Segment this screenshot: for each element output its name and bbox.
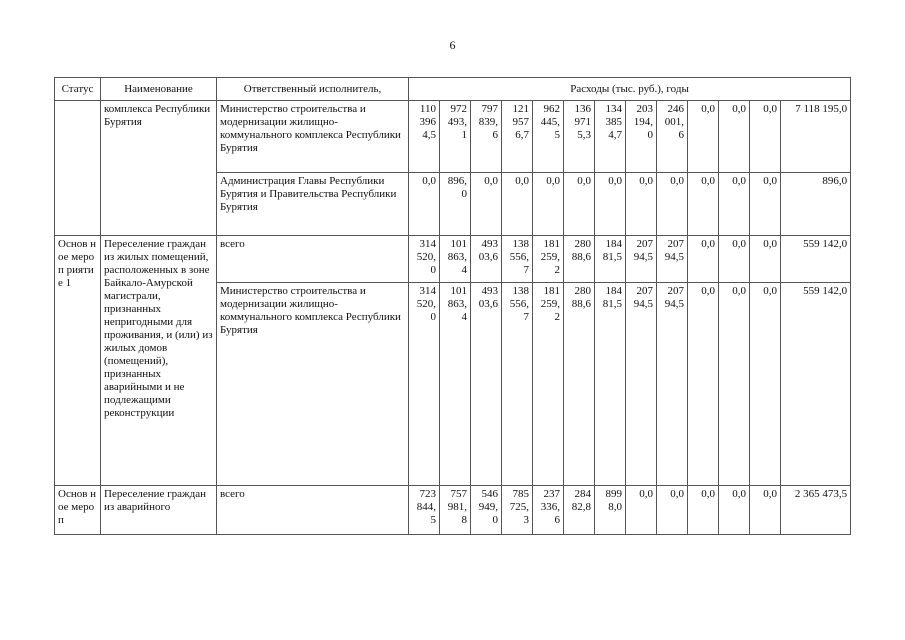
value-cell: 0,0 bbox=[750, 236, 781, 283]
value-cell: 0,0 bbox=[750, 486, 781, 535]
value-cell: 110 396 4,5 bbox=[409, 101, 440, 173]
row-executor: всего bbox=[217, 486, 409, 535]
value-cell: 207 94,5 bbox=[657, 236, 688, 283]
value-cell: 0,0 bbox=[533, 173, 564, 236]
value-cell: 0,0 bbox=[657, 173, 688, 236]
table-row bbox=[55, 236, 851, 283]
total-cell: 896,0 bbox=[781, 173, 851, 236]
value-cell: 203 194, 0 bbox=[626, 101, 657, 173]
value-cell: 181 259, 2 bbox=[533, 283, 564, 486]
value-cell: 207 94,5 bbox=[657, 283, 688, 486]
row-executor: Администрация Главы Республики Бурятия и Правительства Республики Бурятия bbox=[217, 173, 409, 236]
value-cell: 136 971 5,3 bbox=[564, 101, 595, 173]
value-cell: 280 88,6 bbox=[564, 236, 595, 283]
value-cell: 138 556, 7 bbox=[502, 236, 533, 283]
value-cell: 207 94,5 bbox=[626, 236, 657, 283]
header-expenses: Расходы (тыс. руб.), годы bbox=[409, 78, 851, 101]
value-cell: 101 863, 4 bbox=[440, 283, 471, 486]
value-cell: 184 81,5 bbox=[595, 283, 626, 486]
budget-table bbox=[54, 77, 851, 535]
row-name: Переселение граждан из аварийного bbox=[101, 486, 217, 535]
value-cell: 723 844, 5 bbox=[409, 486, 440, 535]
value-cell: 546 949, 0 bbox=[471, 486, 502, 535]
total-cell: 2 365 473,5 bbox=[781, 486, 851, 535]
value-cell: 101 863, 4 bbox=[440, 236, 471, 283]
value-cell: 0,0 bbox=[688, 173, 719, 236]
value-cell: 0,0 bbox=[719, 236, 750, 283]
row-executor: Министерство строительства и модернизации жилищно-коммунального комплекса Республики Бурятия bbox=[217, 283, 409, 486]
value-cell: 493 03,6 bbox=[471, 236, 502, 283]
row-executor: Министерство строительства и модернизации жилищно-коммунального комплекса Республики Бурятия bbox=[217, 101, 409, 173]
value-cell: 207 94,5 bbox=[626, 283, 657, 486]
value-cell: 280 88,6 bbox=[564, 283, 595, 486]
value-cell: 0,0 bbox=[750, 101, 781, 173]
value-cell: 0,0 bbox=[750, 283, 781, 486]
value-cell: 134 385 4,7 bbox=[595, 101, 626, 173]
value-cell: 0,0 bbox=[750, 173, 781, 236]
value-cell: 0,0 bbox=[719, 283, 750, 486]
value-cell: 0,0 bbox=[595, 173, 626, 236]
header-name: Наименование bbox=[101, 78, 217, 101]
value-cell: 0,0 bbox=[688, 283, 719, 486]
value-cell: 314 520, 0 bbox=[409, 236, 440, 283]
table-row bbox=[55, 101, 851, 173]
page-number: 6 bbox=[449, 38, 456, 52]
value-cell: 138 556, 7 bbox=[502, 283, 533, 486]
value-cell: 757 981, 8 bbox=[440, 486, 471, 535]
value-cell: 246 001, 6 bbox=[657, 101, 688, 173]
value-cell: 493 03,6 bbox=[471, 283, 502, 486]
total-cell: 559 142,0 bbox=[781, 283, 851, 486]
value-cell: 785 725, 3 bbox=[502, 486, 533, 535]
value-cell: 896, 0 bbox=[440, 173, 471, 236]
value-cell: 314 520, 0 bbox=[409, 283, 440, 486]
header-executor: Ответственный исполнитель, bbox=[217, 78, 409, 101]
value-cell: 899 8,0 bbox=[595, 486, 626, 535]
value-cell: 962 445, 5 bbox=[533, 101, 564, 173]
value-cell: 797 839, 6 bbox=[471, 101, 502, 173]
value-cell: 0,0 bbox=[719, 486, 750, 535]
value-cell: 0,0 bbox=[688, 486, 719, 535]
value-cell: 0,0 bbox=[409, 173, 440, 236]
header-status: Статус bbox=[55, 78, 101, 101]
value-cell: 0,0 bbox=[688, 236, 719, 283]
value-cell: 184 81,5 bbox=[595, 236, 626, 283]
value-cell: 0,0 bbox=[719, 101, 750, 173]
value-cell: 0,0 bbox=[626, 173, 657, 236]
value-cell: 0,0 bbox=[471, 173, 502, 236]
row-executor: всего bbox=[217, 236, 409, 283]
row-status: Основ ное мероп bbox=[55, 486, 101, 535]
header-row bbox=[55, 78, 851, 101]
value-cell: 0,0 bbox=[688, 101, 719, 173]
value-cell: 121 957 6,7 bbox=[502, 101, 533, 173]
table-row bbox=[55, 486, 851, 535]
row-status: Основ ное мероп риятие 1 bbox=[55, 236, 101, 486]
value-cell: 0,0 bbox=[626, 486, 657, 535]
value-cell: 181 259, 2 bbox=[533, 236, 564, 283]
row-name: комплекса Республики Бурятия bbox=[101, 101, 217, 236]
row-name: Переселение граждан из жилых помещений, расположенных в зоне Байкало-Амурской магистрали, признанных непригодными для проживания, и (или) из жилых домов (помещений), признанных аварийными и не подлежащими реконструкции bbox=[101, 236, 217, 486]
value-cell: 0,0 bbox=[719, 173, 750, 236]
value-cell: 0,0 bbox=[502, 173, 533, 236]
total-cell: 7 118 195,0 bbox=[781, 101, 851, 173]
value-cell: 0,0 bbox=[657, 486, 688, 535]
value-cell: 237 336, 6 bbox=[533, 486, 564, 535]
value-cell: 972 493, 1 bbox=[440, 101, 471, 173]
total-cell: 559 142,0 bbox=[781, 236, 851, 283]
value-cell: 0,0 bbox=[564, 173, 595, 236]
row-status bbox=[55, 101, 101, 236]
value-cell: 284 82,8 bbox=[564, 486, 595, 535]
